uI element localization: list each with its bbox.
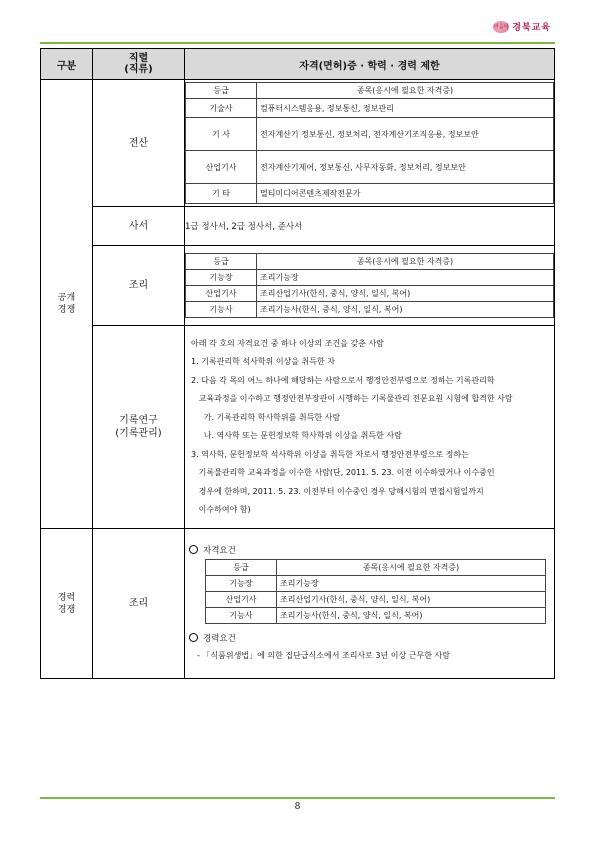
- cert-cell: 조리산업기사(한식, 중식, 양식, 일식, 복어): [257, 286, 554, 302]
- records-line: 1. 기록관리학 석사학위 이상을 취득한 자: [191, 357, 335, 366]
- job-records: [93, 326, 185, 529]
- career-table-wrap: [189, 559, 546, 624]
- cert-cell: 조리기능사(한식, 중식, 양식, 일식, 복어): [277, 607, 546, 623]
- career-exp-title: 경력요건: [203, 633, 236, 644]
- computing-cert-table: [185, 82, 554, 204]
- inner-table-row: [186, 151, 554, 184]
- grade-cell: 기능장: [186, 270, 257, 286]
- cert-cell: 컴퓨터시스템응용, 정보통신, 정보관리: [257, 99, 554, 118]
- logo-mark: 마음이: [493, 21, 509, 33]
- records-line: 기록물관리학 교육과정을 이수한 사람(단, 2011. 5. 23. 이전 이수하였거나 이수중인: [191, 468, 495, 477]
- records-line: 교육과정을 이수하고 행정안전부장관이 시행하는 기록물관리 전문요원 시험에 합격한 사람: [191, 394, 513, 403]
- cert-cell: 멀티미디어콘텐츠제작전문가: [257, 184, 554, 204]
- cert-cell: 조리산업기사(한식, 중식, 양식, 일식, 복어): [277, 591, 546, 607]
- inner-table-row: [206, 591, 546, 607]
- records-line: 2. 다음 각 목의 어느 하나에 해당하는 사람으로서 행정안전부령으로 정하는 기록관리학: [191, 375, 495, 385]
- job-cook: 조리: [93, 246, 185, 326]
- cert-cell: 종목(응시에 필요한 자격증): [277, 559, 546, 575]
- header-job-line2: (직류): [124, 64, 153, 75]
- career-exp-text: - 「식품위생법」에 의한 집단급식소에서 조리사로 3년 이상 근무한 사람: [197, 650, 450, 660]
- records-line: 3. 역사학, 문헌정보학 석사학위 이상을 취득한 자로서 행정안전부령으로 정하는: [191, 449, 469, 459]
- inner-table-row: [186, 184, 554, 204]
- inner-table-row: [206, 607, 546, 623]
- header-requirements: 자격(면허)증 · 학력 · 경력 제한: [185, 49, 555, 80]
- top-rule: [40, 42, 555, 44]
- circle-bullet-icon: [189, 633, 198, 642]
- category-open: [41, 80, 93, 529]
- row-computing: [41, 80, 555, 207]
- row-librarian: [41, 207, 555, 246]
- grade-cell: 산업기사: [186, 151, 257, 184]
- inner-table-head: [186, 83, 554, 99]
- category-career: [41, 529, 93, 679]
- career-exp-heading: [189, 632, 546, 644]
- inner-table-row: [186, 99, 554, 118]
- grade-cell: 기능사: [206, 607, 277, 623]
- records-line: 경우에 한하며, 2011. 5. 23. 이전부터 이수중인 경우 당해시험의 면접시험일까지: [191, 486, 484, 496]
- computing-cell: [185, 80, 555, 207]
- inner-table-row: [206, 575, 546, 591]
- header-job: [93, 49, 185, 80]
- inner-table-head: [186, 254, 554, 270]
- cert-cell: 조리기능장: [257, 270, 554, 286]
- cook-cert-table: [185, 253, 554, 318]
- job-librarian: 사서: [93, 207, 185, 246]
- career-qual-title: 자격요건: [203, 545, 236, 556]
- librarian-requirement: 1급 정사서, 2급 정사서, 준사서: [185, 207, 555, 246]
- bottom-rule: [40, 797, 555, 799]
- category-open-label: 공개 경쟁: [57, 293, 76, 315]
- cert-cell: 조리기능장: [277, 575, 546, 591]
- qualification-table: [40, 48, 555, 679]
- logo-text: 경북교육: [512, 23, 551, 33]
- grade-cell: 산업기사: [186, 286, 257, 302]
- grade-cell: 등급: [206, 559, 277, 575]
- cook-cell: [185, 246, 555, 326]
- cert-cell: 종목(응시에 필요한 자격증): [257, 83, 554, 99]
- career-cert-table: [205, 559, 546, 624]
- records-line: 이수하여야 함): [191, 505, 251, 514]
- circle-bullet-icon: [189, 545, 198, 554]
- records-requirements: [191, 335, 548, 520]
- grade-cell: 기 사: [186, 118, 257, 151]
- row-records: [41, 326, 555, 529]
- category-career-label: 경력 경쟁: [57, 592, 76, 615]
- career-qual-heading: [189, 544, 546, 556]
- records-line: 나. 역사학 또는 문헌정보학 학사학위 이상을 취득한 사람: [191, 431, 402, 440]
- grade-cell: 등급: [186, 83, 257, 99]
- header-category: 구분: [41, 49, 93, 80]
- cert-cell: 종목(응시에 필요한 자격증): [257, 254, 554, 270]
- job-career-cook: 조리: [93, 529, 185, 679]
- grade-cell: 산업기사: [206, 591, 277, 607]
- inner-table-row: [186, 302, 554, 318]
- inner-table-head: [206, 559, 546, 575]
- grade-cell: 등급: [186, 254, 257, 270]
- cert-cell: 조리기능사(한식, 중식, 양식, 일식, 복어): [257, 302, 554, 318]
- logo: [493, 20, 551, 33]
- grade-cell: 기능사: [186, 302, 257, 318]
- inner-table-row: [186, 118, 554, 151]
- page-number: 8: [294, 802, 301, 812]
- header-job-line1: 직렬: [128, 53, 149, 64]
- grade-cell: 기 타: [186, 184, 257, 204]
- row-career-cook: [41, 529, 555, 679]
- job-computing: 전산: [93, 80, 185, 207]
- header-row: [41, 49, 555, 80]
- job-records-label: 기록연구 (기록관리): [115, 415, 162, 439]
- records-line: 아래 각 호의 자격요건 중 하나 이상의 조건을 갖춘 사람: [191, 338, 384, 348]
- cert-cell: 전자계산기제어, 정보통신, 사무자동화, 정보처리, 정보보안: [257, 151, 554, 184]
- grade-cell: 기능장: [206, 575, 277, 591]
- inner-table-row: [186, 286, 554, 302]
- row-cook: [41, 246, 555, 326]
- records-line: 가. 기록관리학 학사학위를 취득한 사람: [191, 412, 341, 422]
- inner-table-row: [186, 270, 554, 286]
- cert-cell: 전자계산기 정보통신, 정보처리, 전자계산기조직응용, 정보보안: [257, 118, 554, 151]
- records-cell: [185, 326, 555, 529]
- grade-cell: 기술사: [186, 99, 257, 118]
- career-cell: [185, 529, 555, 679]
